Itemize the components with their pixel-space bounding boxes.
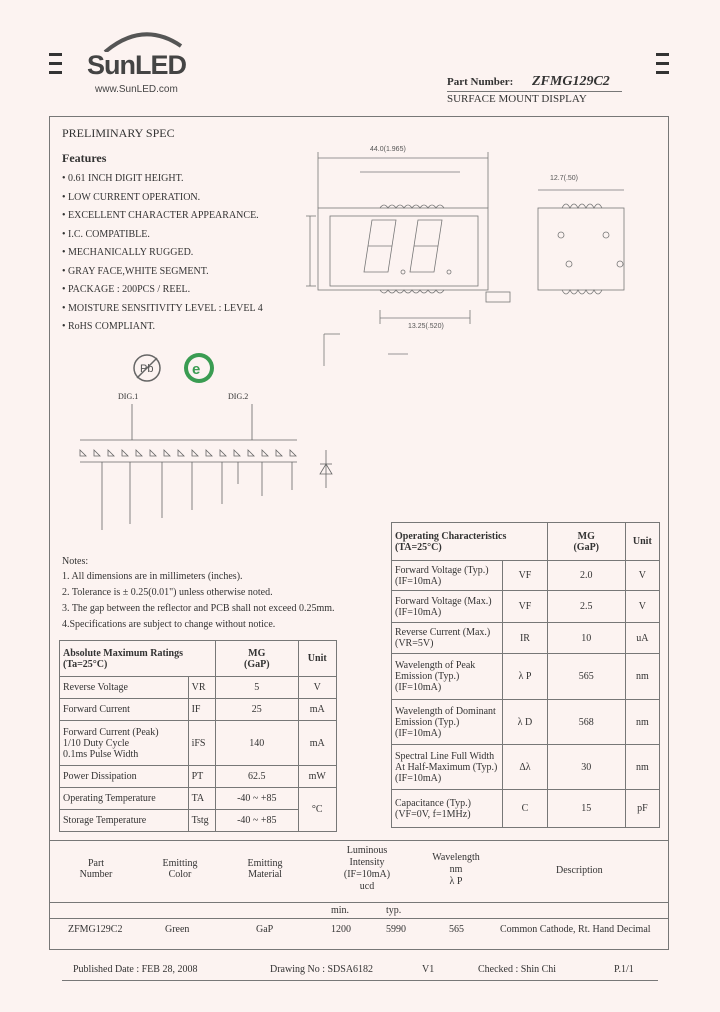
rohs-e-icon — [182, 351, 216, 385]
feature-item: • EXCELLENT CHARACTER APPEARANCE. — [62, 210, 259, 221]
selection-sub-line — [49, 918, 669, 919]
footer-page: P.1/1 — [614, 964, 634, 975]
notes-title: Notes: — [62, 556, 89, 567]
sel-row-min: 1200 — [331, 924, 351, 935]
dig1-label: DIG.1 — [118, 392, 139, 401]
footer-drawing-no: Drawing No : SDSA6182 — [270, 964, 374, 975]
sel-wavelength-header: Wavelength nm λ P — [432, 852, 480, 887]
sunled-arc-icon — [85, 22, 205, 52]
footer-version: V1 — [422, 964, 435, 975]
selection-mid-line — [49, 902, 669, 903]
sel-min-label: min. — [331, 905, 350, 916]
table-row: Forward Current IF 25 mA — [60, 699, 337, 721]
feature-item: • RoHS COMPLIANT. — [62, 321, 156, 332]
header-subtitle: SURFACE MOUNT DISPLAY — [447, 93, 587, 105]
table-row: Reverse Current (Max.) (VR=5V) IR 10 uA — [392, 623, 660, 654]
op-title: Operating Characteristics — [395, 530, 507, 542]
svg-text:e: e — [192, 361, 201, 378]
note-item: 2. Tolerance is ± 0.25(0.01") unless otherwise noted. — [62, 587, 273, 598]
footer-published: Published Date : FEB 28, 2008 — [73, 964, 198, 975]
spec-title: PRELIMINARY SPEC — [62, 126, 175, 140]
note-item: 1. All dimensions are in millimeters (inches). — [62, 571, 243, 582]
sel-row-color: Green — [165, 924, 190, 935]
feature-item: • MECHANICALLY RUGGED. — [62, 247, 194, 258]
table-row: Wavelength of Dominant Emission (Typ.) (IF=10mA) λ D 568 nm — [392, 700, 660, 745]
table-row: Power Dissipation PT 62.5 mW — [60, 766, 337, 788]
table-row: Capacitance (Typ.) (VF=0V, f=1MHz) C 15 pF — [392, 790, 660, 828]
table-row: Reverse Voltage VR 5 V — [60, 677, 337, 699]
op-condition: (TA=25°C) — [395, 541, 442, 553]
part-number-underline — [447, 91, 622, 92]
sel-color-header: Emitting Color — [162, 858, 198, 880]
pb-free-icon — [132, 353, 162, 383]
right-bar-3 — [656, 71, 669, 74]
table-row: Wavelength of Peak Emission (Typ.) (IF=10mA) λ P 565 nm — [392, 654, 660, 700]
note-item: 3. The gap between the reflector and PCB shall not exceed 0.25mm. — [62, 603, 335, 614]
feature-item: • MOISTURE SENSITIVITY LEVEL : LEVEL 4 — [62, 303, 263, 314]
brand-url: www.SunLED.com — [95, 84, 178, 95]
features-title: Features — [62, 151, 107, 165]
brand-name: SunLED — [87, 50, 186, 80]
sel-row-part: ZFMG129C2 — [68, 924, 123, 935]
op-char-table: Operating Characteristics (TA=25°C) MG (GaP) Unit Forward Voltage (Typ.) (IF=10mA) VF 2.0 V Forward Voltage (Max.) (IF=10mA) VF 2.5 V Reverse Current (Max.) (VR=5V) IR 10 uA Wavelength of Peak Emission (Typ.) (IF=10mA) λ P 565 nm Wavelength of Dominant Emission (Typ.) (IF=10mA) λ D 568 nm Spectral Line Full Width At Half-Maximum (Typ.) (IF=10mA) Δλ 30 nm Capacitance (Typ.) (VF=0V, f=1MHz) C 15 pF — [391, 522, 660, 828]
feature-item: • I.C. COMPATIBLE. — [62, 229, 150, 240]
right-bar-1 — [656, 53, 669, 56]
abs-max-table: Absolute Maximum Ratings (Ta=25°C) MG (GaP) Unit Reverse Voltage VR 5 V Forward Current IF 25 mA Forward Current (Peak) 1/10 Duty Cycle 0.1ms Pulse Width iFS 140 mA Power Dissipation PT 62.5 mW Operating Temperature TA -40 ~ +85 °C Storage Temperature Tstg -40 ~ +85 — [59, 640, 337, 832]
selection-top-line — [49, 840, 669, 841]
table-row: Operating Temperature TA -40 ~ +85 °C — [60, 788, 337, 810]
right-bar-2 — [656, 62, 669, 65]
dig2-label: DIG.2 — [228, 392, 249, 401]
sel-typ-label: typ. — [386, 905, 402, 916]
left-bar-3 — [49, 71, 62, 74]
feature-item: • LOW CURRENT OPERATION. — [62, 192, 201, 203]
table-row: Storage Temperature Tstg -40 ~ +85 — [60, 810, 337, 832]
pb-label: Pb — [140, 363, 154, 375]
sel-row-typ: 5990 — [386, 924, 406, 935]
dim-bottom: 13.25(.520) — [408, 323, 444, 330]
abs-title: Absolute Maximum Ratings — [63, 647, 184, 659]
table-row: Forward Voltage (Typ.) (IF=10mA) VF 2.0 V — [392, 561, 660, 591]
sel-part-header: Part Number — [79, 858, 113, 880]
footer-line — [62, 980, 658, 981]
table-row: Forward Voltage (Max.) (IF=10mA) VF 2.5 V — [392, 591, 660, 623]
part-number: ZFMG129C2 — [532, 74, 610, 89]
logo — [85, 22, 205, 84]
abs-condition: (Ta=25°C) — [63, 658, 108, 670]
sel-row-wl: 565 — [449, 924, 464, 935]
left-bar-1 — [49, 53, 62, 56]
circuit-diagram — [72, 400, 362, 545]
table-row: Spectral Line Full Width At Half-Maximum (Typ.) (IF=10mA) Δλ 30 nm — [392, 745, 660, 790]
sel-row-desc: Common Cathode, Rt. Hand Decimal — [500, 924, 651, 935]
feature-item: • PACKAGE : 200PCS / REEL. — [62, 284, 191, 295]
sel-luminous-header: Luminous Intensity (IF=10mA) ucd — [343, 845, 391, 892]
mechanical-drawing — [300, 138, 630, 378]
sel-row-material: GaP — [256, 924, 274, 935]
part-number-label: Part Number: — [447, 76, 514, 88]
note-item: 4.Specifications are subject to change without notice. — [62, 619, 276, 630]
dim-pitch: 12.7(.50) — [550, 175, 579, 182]
sel-material-header: Emitting Material — [247, 858, 283, 880]
feature-item: • 0.61 INCH DIGIT HEIGHT. — [62, 173, 184, 184]
table-row: Forward Current (Peak) 1/10 Duty Cycle 0.1ms Pulse Width iFS 140 mA — [60, 721, 337, 766]
sel-desc-header: Description — [556, 865, 603, 876]
dim-top: 44.0(1.965) — [370, 146, 406, 153]
feature-item: • GRAY FACE,WHITE SEGMENT. — [62, 266, 209, 277]
left-bar-2 — [49, 62, 62, 65]
footer-checked: Checked : Shin Chi — [478, 964, 557, 975]
